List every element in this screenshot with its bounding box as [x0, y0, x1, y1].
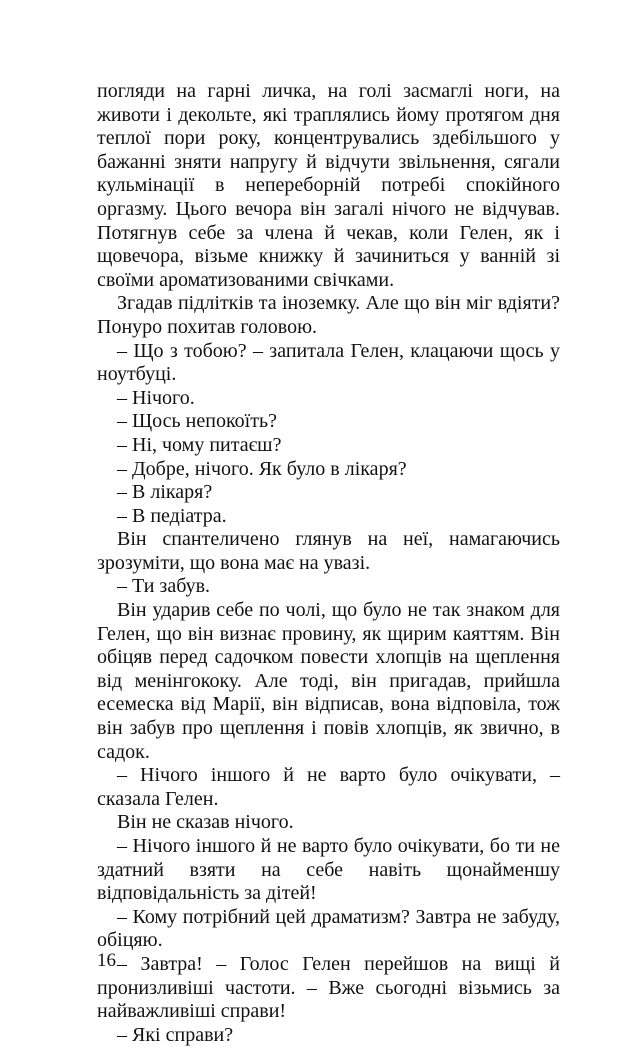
- dialogue-line: – Щось непокоїть?: [117, 410, 277, 433]
- page-number: 16: [97, 950, 116, 971]
- dialogue-line: – Ти забув.: [117, 575, 211, 598]
- dialogue-line: – В педіатра.: [117, 504, 227, 527]
- dialogue-line: – Ні, чому питаєш?: [117, 433, 282, 456]
- dialogue-line: – Нічого.: [117, 386, 195, 409]
- dialogue-line: – Нічого іншого й не варто було очікувати, – сказала Гелен.: [97, 764, 560, 810]
- paragraph: Він спантеличено глянув на неї, намагаючись зрозуміти, що вона має на увазі.: [97, 528, 560, 574]
- paragraph: Він ударив себе по чолі, що було не так знаком для Гелен, що він визнає провину, як щирим каяттям. Він обіцяв перед садочком повести хлопців на щеплення від менінгококу. Але тоді, він пригадав, прийшла есемеска від Марії, він відписав, вона відповіла, тож він забув про щеплення і повів хлопців, як звично, в садок.: [97, 599, 560, 763]
- dialogue-line: – Які справи?: [117, 1023, 234, 1046]
- dialogue-line: – Добре, нічого. Як було в лікаря?: [117, 457, 407, 480]
- dialogue-line: – Кому потрібний цей драматизм? Завтра не забуду, обіцяю.: [97, 905, 560, 952]
- dialogue-line: – Завтра! – Голос Гелен перейшов на вищі й пронизливіші частоти. – Вже сьогодні візьмись за найважливіші справи!: [97, 952, 560, 1023]
- dialogue-line: – Нічого іншого й не варто було очікувати, бо ти не здатний взяти на себе навіть щонайменшу відповідальність за дітей!: [97, 835, 560, 905]
- dialogue-line: – В лікаря?: [117, 481, 213, 504]
- paragraph: Згадав підлітків та іноземку. Але що він міг вдіяти? Понуро похитав головою.: [97, 292, 560, 338]
- paragraph: Він не сказав нічого.: [117, 811, 294, 834]
- paragraph: погляди на гарні личка, на голі засмаглі ноги, на животи і декольте, які траплялись йому протягом дня теплої пори року, концентрувались здебільшого у бажанні зняти напругу й відчути звільнення, сягали кульмінації в непереборній потребі спокійного оргазму. Цього вечора він загалі нічого не відчував. Потягнув себе за члена й чекав, коли Гелен, як і щовечора, візьме книжку й зачиниться у ванній зі своїми ароматизованими свічками.: [97, 80, 560, 291]
- dialogue-line: – Що з тобою? – запитала Гелен, клацаючи щось у ноутбуці.: [97, 339, 560, 386]
- body-text: [97, 80, 560, 1047]
